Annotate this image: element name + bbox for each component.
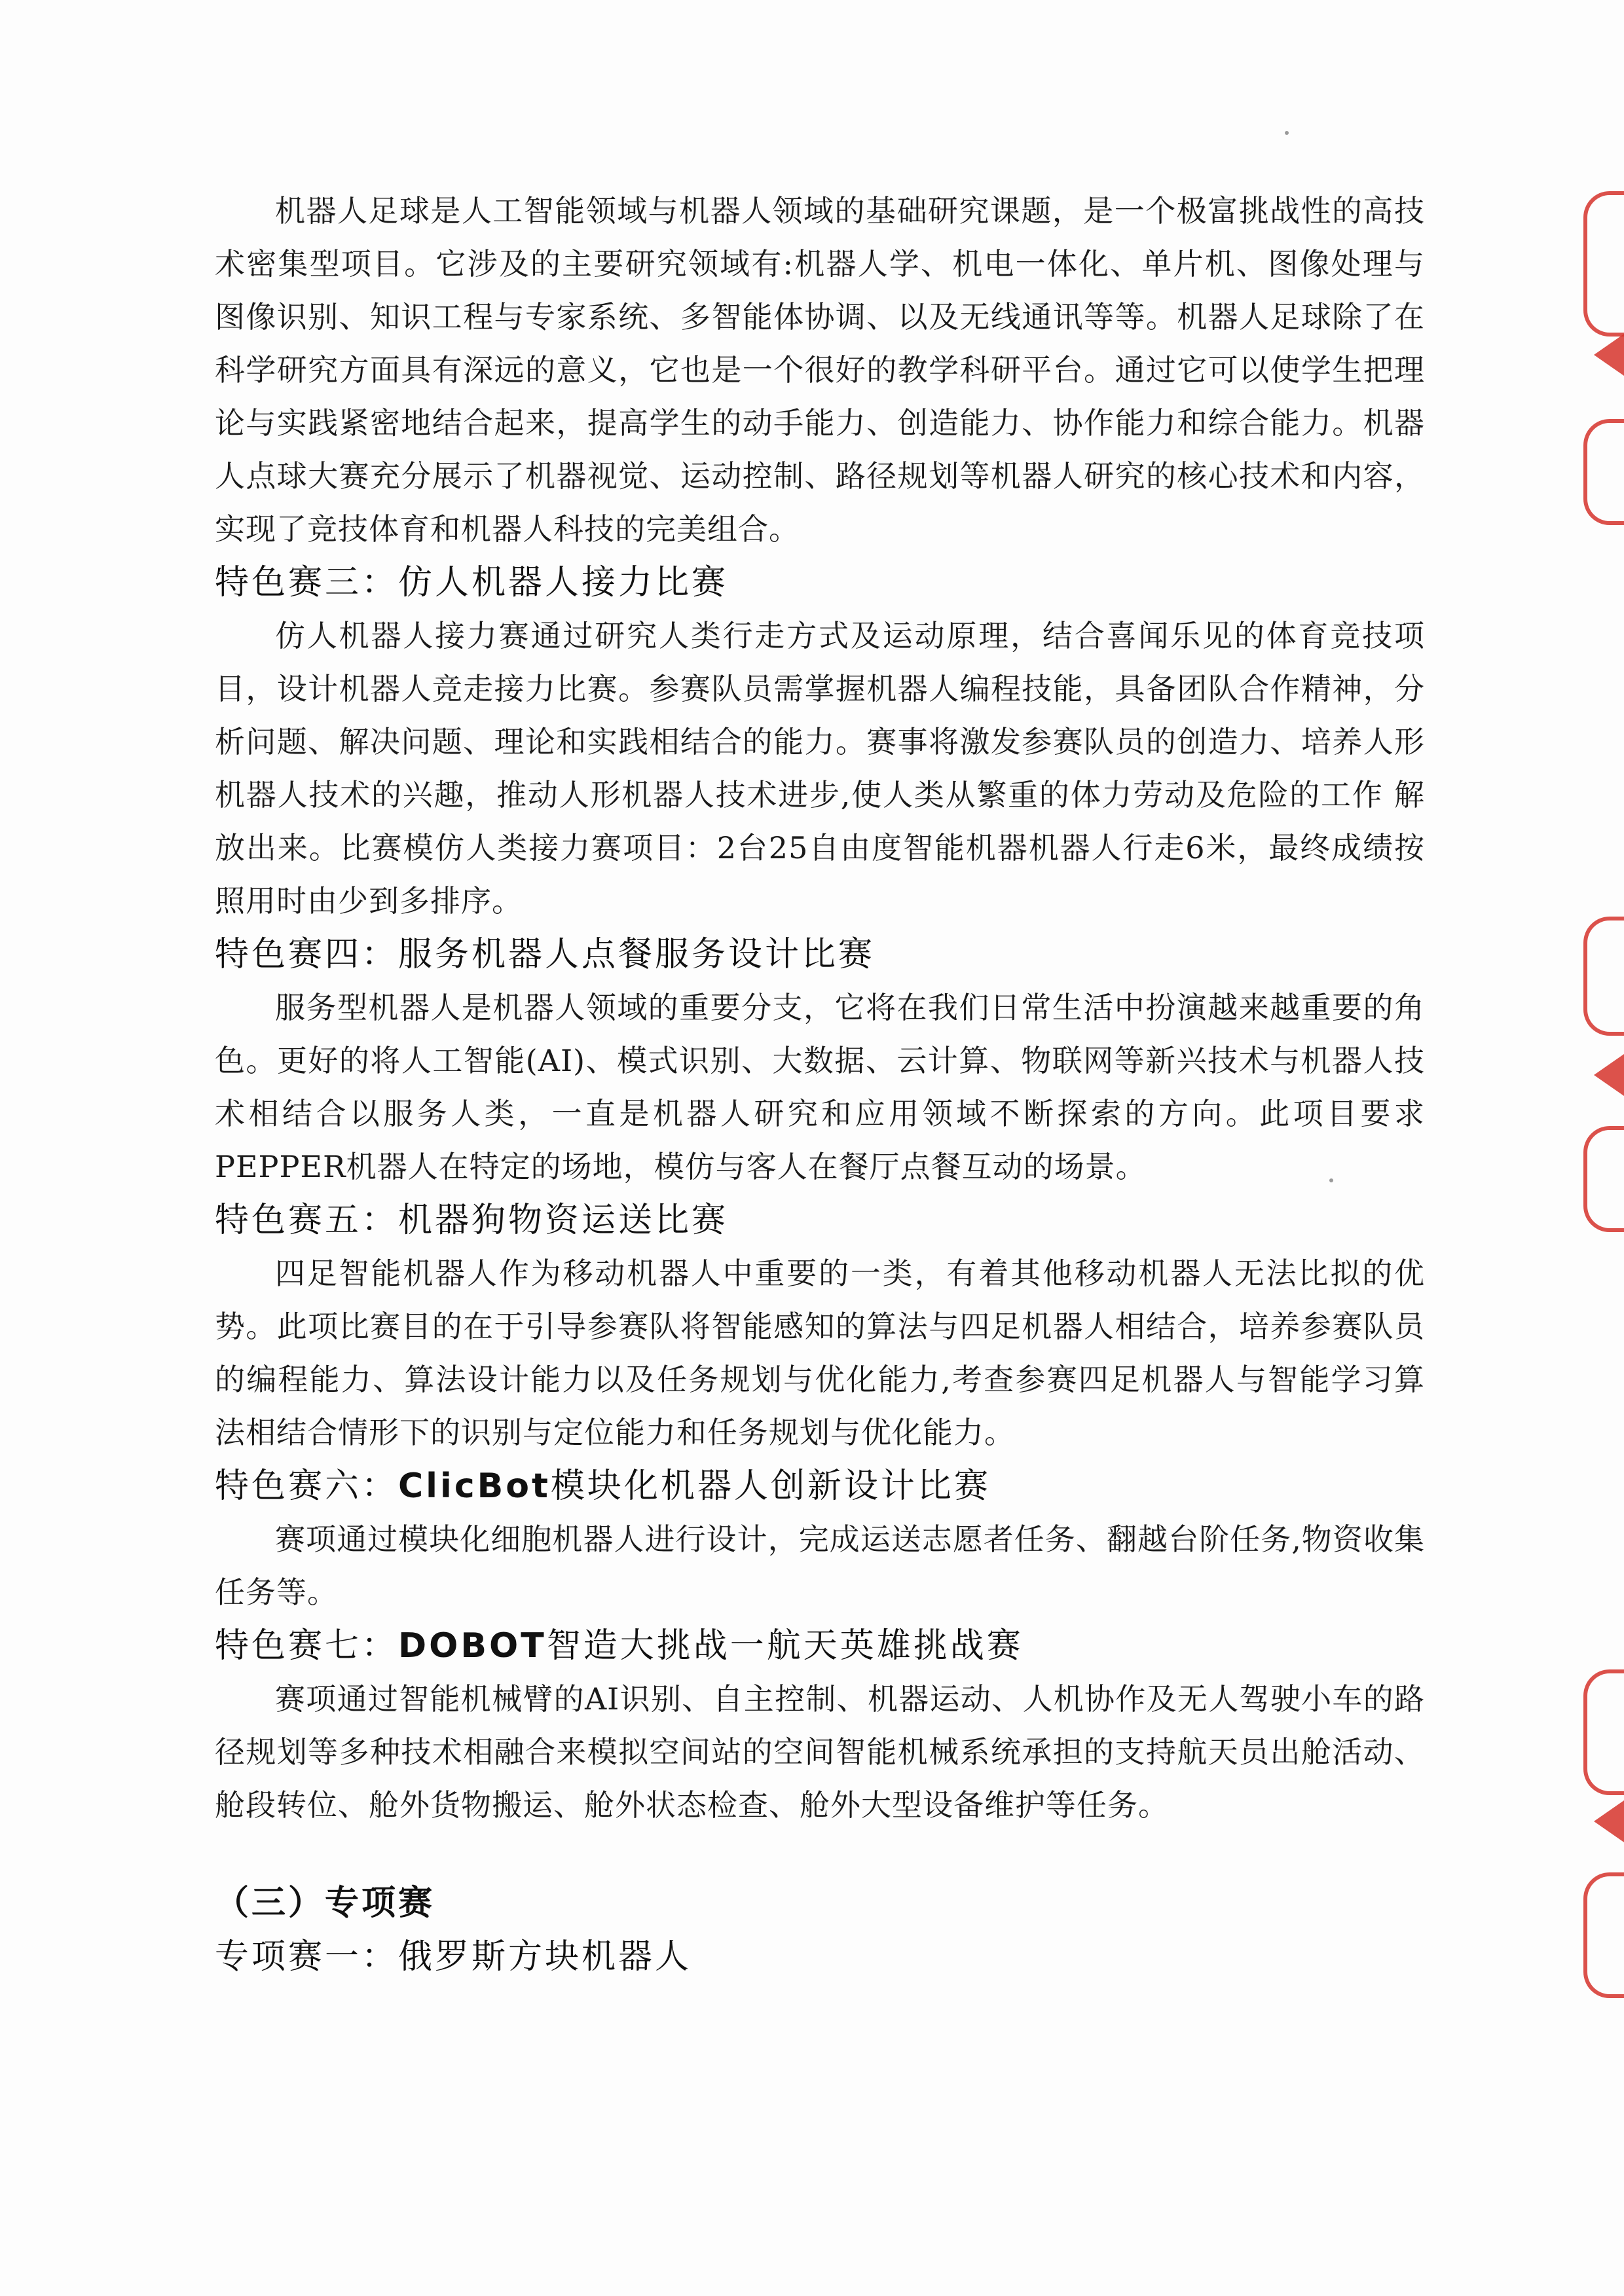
intro-paragraph: 机器人足球是人工智能领域与机器人领域的基础研究课题，是一个极富挑战性的高技术密集型项目。它涉及的主要研究领域有:机器人学、机电一体化、单片机、图像处理与图像识别、知识工程与专家系统、多智能体协调、以及无线通讯等等。机器人足球除了在科学研究方面具有深远的意义，它也是一个很好的教学科研平台。通过它可以使学生把理论与实践紧密地结合起来，提高学生的动手能力、创造能力、协作能力和综合能力。机器人点球大赛充分展示了机器视觉、运动控制、路径规划等机器人研究的核心技术和内容，实现了竞技体育和机器人科技的完美组合。 <box>215 193 1425 547</box>
heading-prefix: 特色赛六： <box>215 1467 399 1506</box>
section-body-clicbot: 赛项通过模块化细胞机器人进行设计，完成运送志愿者任务、翻越台阶任务,物资收集任务等。 <box>215 1522 1425 1610</box>
section-heading-dobot <box>215 1619 1425 1673</box>
document-body <box>215 185 1425 1984</box>
section-body-service-robot: 服务型机器人是机器人领域的重要分支，它将在我们日常生活中扮演越来越重要的角色。更好的将人工智能(AI)、模式识别、大数据、云计算、物联网等新兴技术与机器人技术相结合以服务人类，一直是机器人研究和应用领域不断探索的方向。此项目要求PEPPER机器人在特定的场地，模仿与客人在餐厅点餐互动的场景。 <box>215 990 1425 1184</box>
heading-suffix: 模块化机器人创新设计比赛 <box>550 1467 991 1506</box>
seal-fragment <box>1583 1126 1624 1232</box>
section-heading-robot-dog: 特色赛五：机器狗物资运送比赛 <box>215 1201 729 1240</box>
section-body-relay: 仿人机器人接力赛通过研究人类行走方式及运动原理，结合喜闻乐见的体育竞技项目，设计机器人竞走接力比赛。参赛队员需掌握机器人编程技能，具备团队合作精神，分析问题、解决问题、理论和实践相结合的能力。赛事将激发参赛队员的创造力、培养人形机器人技术的兴趣，推动人形机器人技术进步,使人类从繁重的体力劳动及危险的工作 解放出来。比赛模仿人类接力赛项目：2台25自由度智能机器机器人行走6米，最终成绩按照用时由少到多排序。 <box>215 618 1425 919</box>
part-three-title: （三）专项赛 <box>215 1884 435 1923</box>
seal-fragment <box>1583 191 1624 337</box>
seal-fragment <box>1583 1669 1624 1795</box>
seal-mark <box>1594 1054 1624 1096</box>
section-body-dobot: 赛项通过智能机械臂的AI识别、自主控制、机器运动、人机协作及无人驾驶小车的路径规划等多种技术相融合来模拟空间站的空间智能机械系统承担的支持航天员出舱活动、舱段转位、舱外货物搬运、舱外状态检查、舱外大型设备维护等任务。 <box>215 1681 1425 1823</box>
section-heading-clicbot <box>215 1459 1425 1513</box>
heading-suffix: 智造大挑战一航天英雄挑战赛 <box>546 1626 1024 1666</box>
seal-mark <box>1594 334 1624 376</box>
section-heading-relay: 特色赛三：仿人机器人接力比赛 <box>215 563 729 602</box>
seal-fragment <box>1583 917 1624 1036</box>
heading-prefix: 特色赛七： <box>215 1626 399 1666</box>
section-heading-service-robot: 特色赛四：服务机器人点餐服务设计比赛 <box>215 935 876 974</box>
special-event-one-heading: 专项赛一：俄罗斯方块机器人 <box>215 1937 692 1977</box>
seal-mark <box>1594 1800 1624 1842</box>
spacer <box>215 1832 1425 1876</box>
seal-fragment <box>1583 419 1624 525</box>
scan-speck <box>1285 131 1289 135</box>
heading-brand: ClicBot <box>398 1467 551 1506</box>
seal-fragment <box>1583 1872 1624 1998</box>
heading-brand: DOBOT <box>398 1626 547 1666</box>
section-body-robot-dog: 四足智能机器人作为移动机器人中重要的一类，有着其他移动机器人无法比拟的优势。此项比赛目的在于引导参赛队将智能感知的算法与四足机器人相结合，培养参赛队员的编程能力、算法设计能力以及任务规划与优化能力,考查参赛四足机器人与智能学习算法相结合情形下的识别与定位能力和任务规划与优化能力。 <box>215 1256 1425 1450</box>
